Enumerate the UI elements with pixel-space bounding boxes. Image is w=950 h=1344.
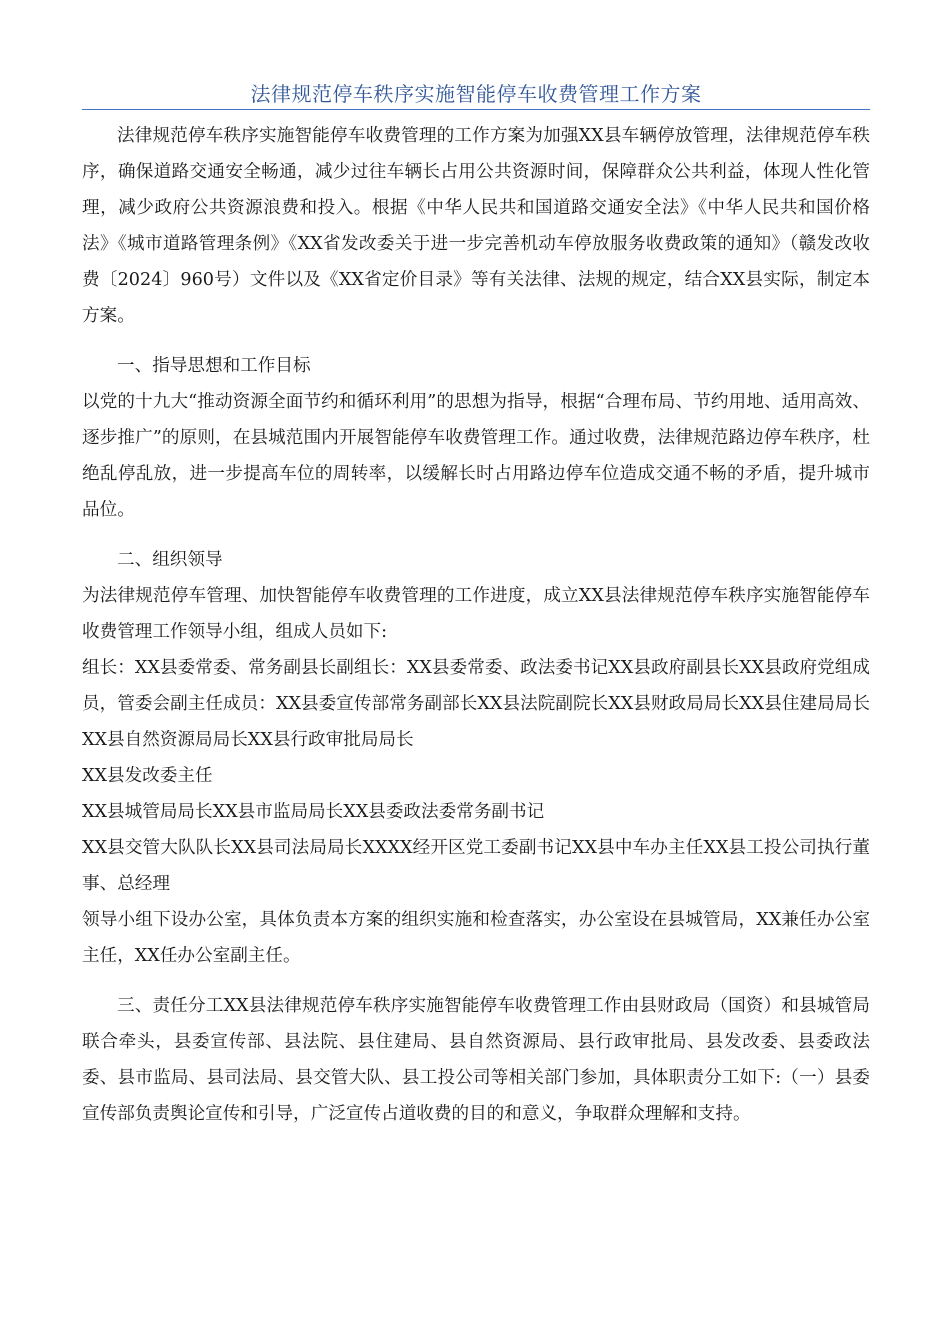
office-paragraph: 领导小组下设办公室，具体负责本方案的组织实施和检查落实，办公室设在县城管局，XX兼任办公室主任，XX任办公室副主任。	[82, 910, 870, 966]
document-page	[82, 0, 870, 1132]
document-title: 法律规范停车秩序实施智能停车收费管理工作方案	[250, 82, 702, 106]
section-2-heading: 二、组织领导	[117, 550, 223, 570]
section-1-heading: 一、指导思想和工作目标	[117, 356, 311, 376]
intro-paragraph: 法律规范停车秩序实施智能停车收费管理的工作方案为加强XX县车辆停放管理，法律规范停车秩序，确保道路交通安全畅通，减少过往车辆长占用公共资源时间，保障群众公共利益，体现人性化管理，减少政府公共资源浪费和投入。根据《中华人民共和国道路交通安全法》《中华人民共和国价格法》《城市道路管理条例》《XX省发改委关于进一步完善机动车停放服务收费政策的通知》（赣发改收费〔2024〕960号）文件以及《XX省定价目录》等有关法律、法规的规定，结合XX县实际，制定本方案。	[82, 126, 870, 326]
title-underline	[82, 109, 870, 110]
member-line-development: XX县发改委主任	[82, 766, 213, 786]
section-3-paragraph: 三、责任分工XX县法律规范停车秩序实施智能停车收费管理工作由县财政局（国资）和县城管局联合牵头，县委宣传部、县法院、县住建局、县自然资源局、县行政审批局、县发改委、县委政法委、县市监局、县司法局、县交管大队、县工投公司等相关部门参加，具体职责分工如下:（一）县委宣传部负责舆论宣传和引导，广泛宣传占道收费的目的和意义，争取群众理解和支持。	[82, 996, 870, 1124]
section-2-body: 为法律规范停车管理、加快智能停车收费管理的工作进度，成立XX县法律规范停车秩序实施智能停车收费管理工作领导小组，组成人员如下:	[82, 586, 870, 642]
leader-members: 组长：XX县委常委、常务副县长副组长：XX县委常委、政法委书记XX县政府副县长XX县政府党组成员，管委会副主任成员：XX县委宣传部常务副部长XX县法院副院长XX县财政局局长XX县住建局局长XX县自然资源局局长XX县行政审批局局长	[82, 658, 870, 750]
member-line-urban: XX县城管局局长XX县市监局局长XX县委政法委常务副书记	[82, 802, 545, 822]
member-line-traffic: XX县交管大队队长XX县司法局局长XXXX经开区党工委副书记XX县中车办主任XX县工投公司执行董事、总经理	[82, 838, 870, 894]
section-1-body: 以党的十九大“推动资源全面节约和循环利用”的思想为指导，根据“合理布局、节约用地、适用高效、逐步推广”的原则，在县城范围内开展智能停车收费管理工作。通过收费，法律规范路边停车秩序，杜绝乱停乱放，进一步提高车位的周转率，以缓解长时占用路边停车位造成交通不畅的矛盾，提升城市品位。	[82, 392, 870, 520]
